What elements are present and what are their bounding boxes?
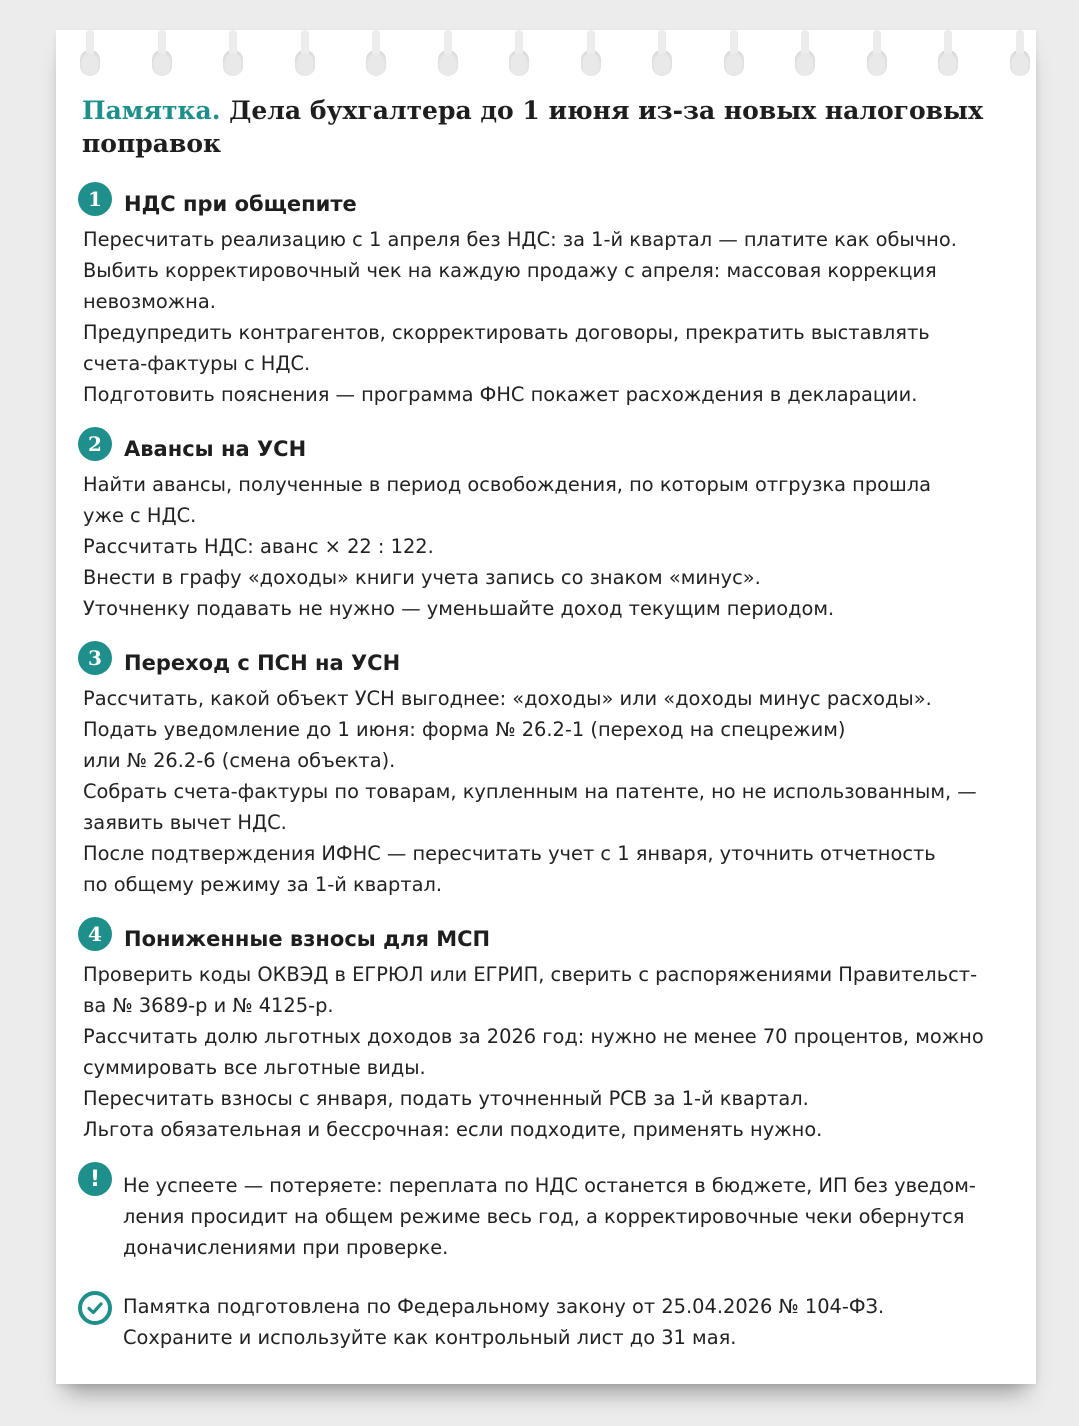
check-circle-icon [78, 1291, 112, 1325]
binder-hole [295, 50, 315, 76]
list-item: Рассчитать долю льготных доходов за 2026 год: нужно не менее 70 процентов, можно суммировать все льготные виды. [83, 1025, 984, 1079]
section-heading: Авансы на УСН [124, 437, 307, 461]
list-item: Предупредить контрагентов, скорректировать договоры, прекратить выставлять счета‑фактуры с НДС. [83, 321, 930, 375]
list-item: Рассчитать, какой объект УСН выгоднее: «доходы» или «доходы минус расходы». [83, 687, 932, 710]
warning-note [78, 1166, 1018, 1263]
binder-holes [56, 50, 1036, 80]
warning-text: Не успеете — потеряете: переплата по НДС останется в бюджете, ИП без уведом- ления просидит на общем режиме весь год, а корректировочные чеки обернутся доначислениями при проверке. [123, 1174, 976, 1259]
section-heading: Переход с ПСН на УСН [124, 651, 401, 675]
binder-hole [1010, 50, 1030, 76]
binder-hole [366, 50, 386, 76]
list-item: Подать уведомление до 1 июня: форма № 26.2‑1 (переход на спецрежим) или № 26.2‑6 (смена объекта). [83, 718, 846, 772]
binder-hole [223, 50, 243, 76]
section-number-badge: 4 [78, 917, 112, 951]
section-2 [78, 431, 1018, 624]
section-1 [78, 186, 1018, 410]
section-3 [78, 645, 1018, 900]
binder-hole [867, 50, 887, 76]
title-lead: Памятка. [82, 96, 221, 125]
title-text: Дела бухгалтера до 1 июня из‑за новых налоговых поправок [82, 96, 984, 158]
list-item: Пересчитать взносы с января, подать уточненный РСВ за 1‑й квартал. [83, 1087, 809, 1110]
section-number-badge: 1 [78, 182, 112, 216]
list-item: Льгота обязательная и бессрочная: если подходите, применять нужно. [83, 1118, 823, 1141]
list-item: Пересчитать реализацию с 1 апреля без НДС: за 1‑й квартал — платите как обычно. [83, 228, 957, 251]
list-item: Собрать счета‑фактуры по товарам, купленным на патенте, но не использованным, — заявить вычет НДС. [83, 780, 977, 834]
binder-hole [795, 50, 815, 76]
section-4 [78, 921, 1018, 1145]
list-item: Рассчитать НДС: аванс × 22 : 122. [83, 535, 434, 558]
list-item: Найти авансы, полученные в период освобождения, по которым отгрузка прошла уже с НДС. [83, 473, 932, 527]
binder-hole [438, 50, 458, 76]
source-note [78, 1291, 1018, 1353]
source-text: Памятка подготовлена по Федеральному закону от 25.04.2026 № 104‑ФЗ. Сохраните и используйте как контрольный лист до 31 мая. [123, 1295, 885, 1349]
binder-hole [938, 50, 958, 76]
list-item: Внести в графу «доходы» книги учета запись со знаком «минус». [83, 566, 761, 589]
memo-sheet [56, 30, 1036, 1384]
section-number-badge: 3 [78, 641, 112, 675]
binder-hole [581, 50, 601, 76]
binder-hole [80, 50, 100, 76]
list-item: Проверить коды ОКВЭД в ЕГРЮЛ или ЕГРИП, сверить с распоряжениями Правительст- ва № 3689‑р и № 4125‑р. [83, 963, 978, 1017]
list-item: После подтверждения ИФНС — пересчитать учет с 1 января, уточнить отчетность по общему режиму за 1‑й квартал. [83, 842, 936, 896]
page-title [82, 94, 1002, 160]
binder-hole [724, 50, 744, 76]
binder-hole [509, 50, 529, 76]
section-heading: НДС при общепите [124, 192, 357, 216]
exclamation-icon: ! [78, 1162, 112, 1196]
binder-hole [152, 50, 172, 76]
binder-hole [652, 50, 672, 76]
list-item: Выбить корректировочный чек на каждую продажу с апреля: массовая коррекция невозможна. [83, 259, 937, 313]
list-item: Уточненку подавать не нужно — уменьшайте доход текущим периодом. [83, 597, 835, 620]
section-number-badge: 2 [78, 427, 112, 461]
section-heading: Пониженные взносы для МСП [124, 927, 491, 951]
list-item: Подготовить пояснения — программа ФНС покажет расхождения в декларации. [83, 383, 918, 406]
